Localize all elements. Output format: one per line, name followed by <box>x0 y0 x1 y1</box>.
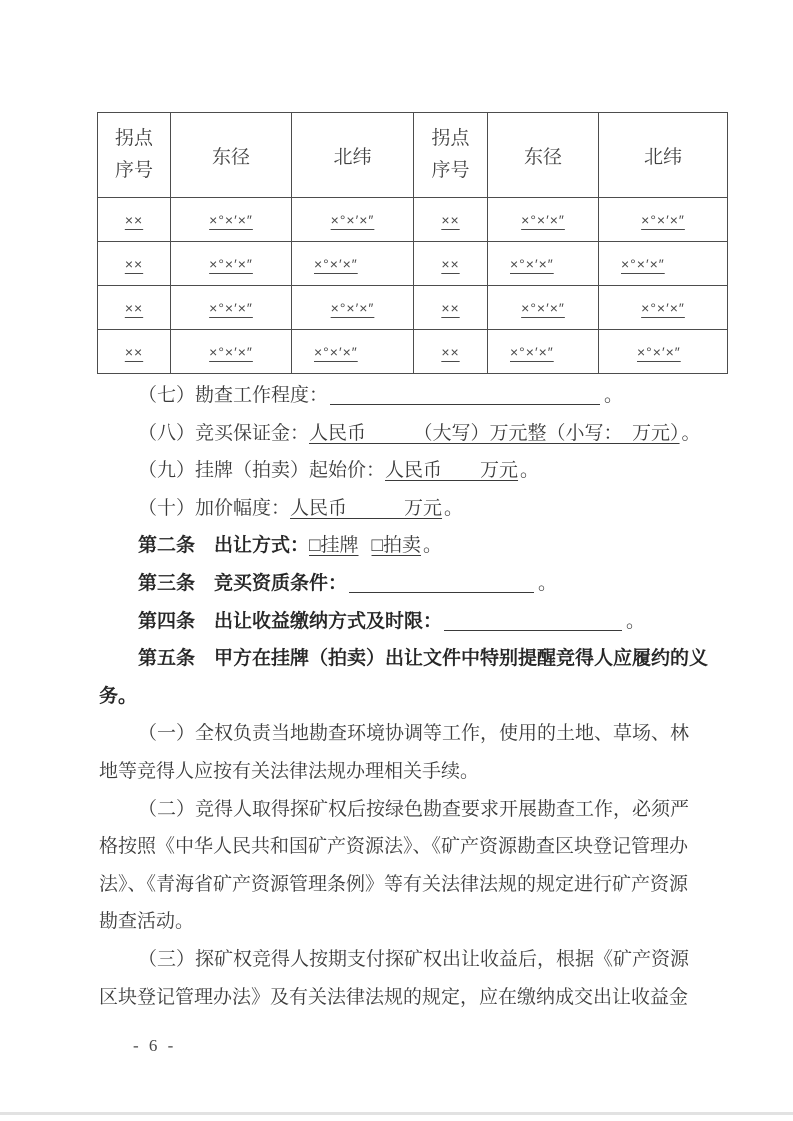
table-header-row <box>98 113 728 198</box>
period: 。 <box>604 385 624 406</box>
corner-id-value: ×× <box>414 242 488 286</box>
header-corner-id-2-line1: 拐点 <box>431 128 470 149</box>
clause-2-options <box>309 535 421 556</box>
corner-id-value: ×× <box>98 286 171 330</box>
clause-4-label: 第四条 出让收益缴纳方式及时限： <box>138 610 443 632</box>
latitude-value: ×°×′×″ <box>292 198 414 242</box>
header-latitude-1: 北纬 <box>292 113 414 198</box>
item-8-line <box>99 415 739 453</box>
header-corner-id-2 <box>414 113 488 198</box>
clause-3-line <box>99 565 739 603</box>
clause-3-label: 第三条 竞买资质条件： <box>138 572 348 594</box>
checkbox-icon: □ <box>371 535 383 557</box>
latitude-value: ×°×′×″ <box>599 242 728 286</box>
clause-2-label: 第二条 出让方式： <box>138 535 310 557</box>
latitude-value: ×°×′×″ <box>599 198 728 242</box>
paragraph-2-line-1: （二）竞得人取得探矿权后按绿色勘查要求开展勘查工作，必须严 <box>138 798 690 820</box>
period: 。 <box>444 497 464 519</box>
paragraph-2-line-2: 格按照《中华人民共和国矿产资源法》、《矿产资源勘查区块登记管理办 <box>99 836 689 858</box>
clause-5-line-1: 第五条 甲方在挂牌（拍卖）出让文件中特别提醒竞得人应履约的义 <box>138 648 709 670</box>
corner-id-value: ×× <box>414 286 488 330</box>
paragraph-1-line-1: （一）全权负责当地勘查环境协调等工作，使用的土地、草场、林 <box>138 723 690 745</box>
period: 。 <box>681 422 701 444</box>
header-corner-id-1 <box>98 113 171 198</box>
latitude-value: ×°×′×″ <box>599 286 728 330</box>
corner-id-value: ×× <box>414 198 488 242</box>
corner-id-value: ×× <box>98 242 171 286</box>
item-7-line <box>99 377 739 415</box>
blank-line <box>444 628 622 631</box>
corner-id-value: ×× <box>414 330 488 374</box>
latitude-value: ×°×′×″ <box>599 330 728 374</box>
item-8-label: （八）竞买保证金： <box>138 422 310 444</box>
table-row <box>98 286 728 330</box>
page-number: - 6 - <box>133 1036 177 1055</box>
blank-line <box>330 402 600 405</box>
option-paimai-label: 拍卖 <box>383 535 422 557</box>
paragraph-2-line-3: 法》、《青海省矿产资源管理条例》等有关法律法规的规定进行矿产资源 <box>99 873 689 895</box>
blank-line <box>349 590 534 593</box>
table-row <box>98 242 728 286</box>
longitude-value: ×°×′×″ <box>488 198 599 242</box>
longitude-value: ×°×′×″ <box>171 286 292 330</box>
header-corner-id-1-line1: 拐点 <box>114 128 153 149</box>
paragraph-1-line-2: 地等竞得人应按有关法律法规办理相关手续。 <box>99 760 480 782</box>
header-corner-id-2-line2: 序号 <box>431 160 470 181</box>
longitude-value: ×°×′×″ <box>488 330 599 374</box>
table-row <box>98 198 728 242</box>
contract-body <box>99 377 739 1016</box>
item-7-label: （七）勘查工作程度： <box>138 385 329 406</box>
item-8-fill: 人民币 （大写）万元整（小写： 万元） <box>309 422 680 444</box>
coordinate-table <box>97 112 728 374</box>
header-corner-id-1-line2: 序号 <box>114 160 153 181</box>
longitude-value: ×°×′×″ <box>171 330 292 374</box>
table-row <box>98 330 728 374</box>
latitude-value: ×°×′×″ <box>292 242 414 286</box>
option-guapai-label: 挂牌 <box>320 535 359 557</box>
period: 。 <box>520 460 540 482</box>
paragraph-2-line-4: 勘查活动。 <box>99 911 195 933</box>
corner-id-value: ×× <box>98 198 171 242</box>
item-9-line <box>99 452 739 490</box>
paragraph-3-line-1: （三）探矿权竞得人按期支付探矿权出让收益后，根据《矿产资源 <box>138 948 690 970</box>
clause-2-line <box>99 527 739 565</box>
latitude-value: ×°×′×″ <box>292 330 414 374</box>
header-longitude-2: 东径 <box>488 113 599 198</box>
header-latitude-2: 北纬 <box>599 113 728 198</box>
longitude-value: ×°×′×″ <box>488 242 599 286</box>
period: 。 <box>423 535 443 557</box>
longitude-value: ×°×′×″ <box>488 286 599 330</box>
latitude-value: ×°×′×″ <box>292 286 414 330</box>
longitude-value: ×°×′×″ <box>171 198 292 242</box>
clause-4-line <box>99 603 739 641</box>
header-longitude-1: 东径 <box>171 113 292 198</box>
longitude-value: ×°×′×″ <box>171 242 292 286</box>
period: 。 <box>538 572 558 594</box>
item-10-label: （十）加价幅度： <box>138 497 291 519</box>
page-edge-divider <box>0 1112 793 1115</box>
item-10-fill: 人民币 万元 <box>290 497 443 519</box>
item-9-fill: 人民币 万元 <box>385 460 519 482</box>
item-9-label: （九）挂牌（拍卖）起始价： <box>138 460 386 482</box>
clause-5-line-2: 务。 <box>99 685 138 707</box>
checkbox-icon: □ <box>309 535 321 557</box>
period: 。 <box>626 610 646 632</box>
item-10-line <box>99 490 739 528</box>
paragraph-3-line-2: 区块登记管理办法》及有关法律法规的规定，应在缴纳成交出让收益金 <box>99 986 689 1008</box>
corner-id-value: ×× <box>98 330 171 374</box>
